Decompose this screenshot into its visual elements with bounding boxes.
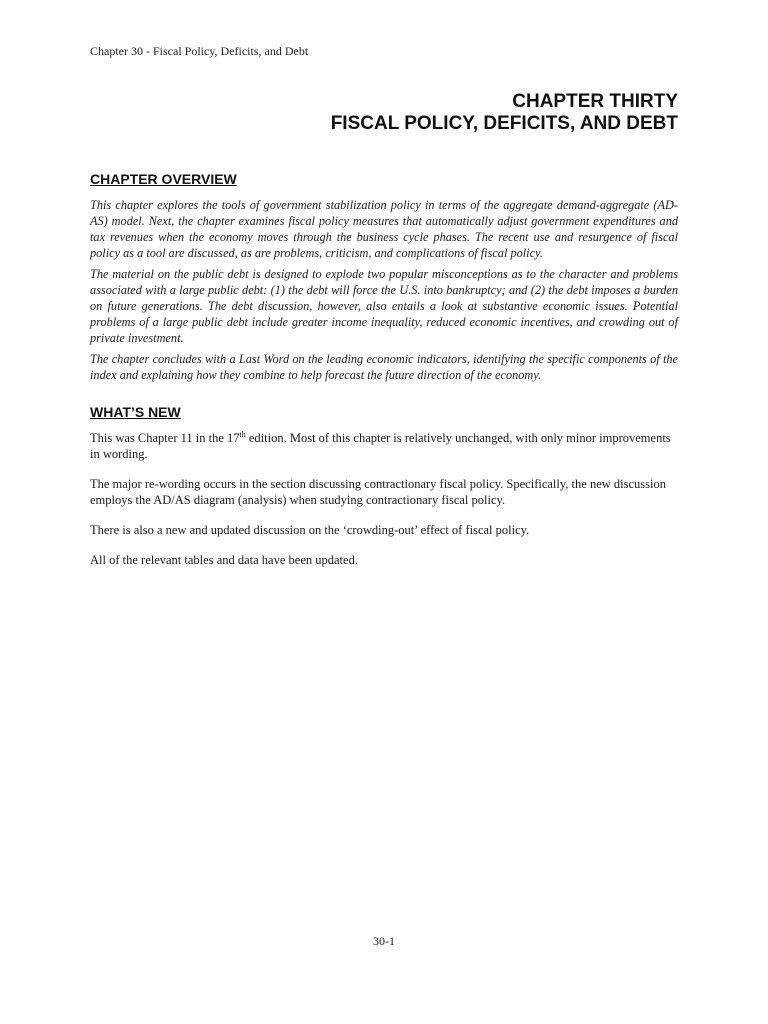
overview-paragraph-3: The chapter concludes with a Last Word on the leading economic indicators, identifying the specific components of the index and explaining how they combine to help forecast the future direction of the economy. — [90, 352, 678, 382]
running-header: Chapter 30 - Fiscal Policy, Deficits, and Debt — [90, 44, 309, 58]
whats-new-heading: WHAT’S NEW — [90, 404, 181, 420]
chapter-overview-section — [90, 170, 678, 383]
whats-new-section — [90, 403, 678, 568]
whats-new-paragraph-1 — [90, 430, 678, 462]
whats-new-paragraph-3: There is also a new and updated discussion on the ‘crowding-out’ effect of fiscal policy. — [90, 523, 530, 537]
whats-new-p1-end: edition. Most of this chapter is relatively unchanged, with only minor improvements in wording. — [90, 431, 671, 461]
whats-new-paragraph-4: All of the relevant tables and data have been updated. — [90, 553, 358, 567]
overview-paragraph-1: This chapter explores the tools of government stabilization policy in terms of the aggregate demand-aggregate (AD-AS) model. Next, the chapter examines fiscal policy measures that automatically adjust government expenditures and tax revenues when the economy moves through the business cycle phases. The recent use and resurgence of fiscal policy as a tool are discussed, as are problems, criticism, and complications of fiscal policy. — [90, 198, 678, 260]
whats-new-p1-start: This was Chapter 11 in the 17 — [90, 431, 240, 445]
overview-paragraph-2: The material on the public debt is designed to explode two popular misconceptions as to the character and problems associated with a large public debt: (1) the debt will force the U.S. into bankruptcy; and (2) the debt imposes a burden on future generations. The debt discussion, however, also entails a look at substantive economic issues. Potential problems of a large public debt include greater income inequality, reduced economic incentives, and crowding out of private investment. — [90, 267, 678, 345]
ordinal-suffix: th — [239, 429, 246, 439]
chapter-subject-title: FISCAL POLICY, DEFICITS, AND DEBT — [330, 113, 678, 134]
page-number: 30-1 — [373, 934, 395, 948]
whats-new-paragraph-2: The major re-wording occurs in the section discussing contractionary fiscal policy. Specifically, the new discussion employs the AD/AS diagram (analysis) when studying contractionary fiscal policy. — [90, 477, 666, 507]
chapter-overview-heading: CHAPTER OVERVIEW — [90, 171, 237, 187]
page-content — [90, 170, 678, 582]
chapter-number-title: CHAPTER THIRTY — [512, 91, 678, 112]
chapter-title — [331, 91, 678, 135]
